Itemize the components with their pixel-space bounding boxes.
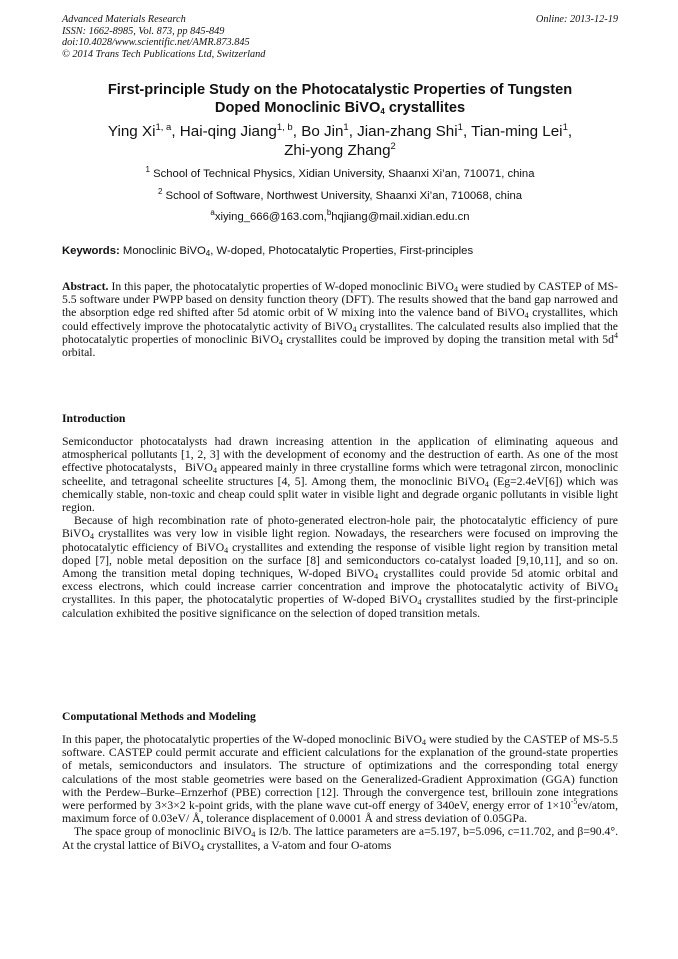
journal-copyright: © 2014 Trans Tech Publications Ltd, Switzerland bbox=[62, 48, 266, 60]
online-date: Online: 2013-12-19 bbox=[535, 14, 618, 25]
keywords: Keywords: Monoclinic BiVO$_4$, W-doped, Photocatalytic Properties, First-principles bbox=[62, 245, 474, 258]
methods-body bbox=[62, 733, 618, 852]
paragraph: In this paper, the photocatalytic properties of the W-doped monoclinic BiVO$_4$ were studied by the CASTEP of MS-5.5 software. CASTEP could permit accurate and efficient calculations for the explanation of the ground-state properties of metals, semiconductors and insulators. The structure of optimizations and the corresponding total energy calculations of the most stable geometries were based on the Generalized-Gradient Approximation (GGA) function with the Perdew–Burke–Ernzerhof (PBE) correction [12]. Through the convergence test, brillouin zone integrations were performed by 3×3×2 k-point grids, with the plane wave cut-off energy of 340eV, energy error of $1\times 10^{-5}ev$/atom, maximum force of 0.03eV/ Å, tolerance displacement of 0.0001 Å and stress deviation of 0.05GPa. bbox=[62, 733, 618, 826]
journal-doi: doi:10.4028/www.scientific.net/AMR.873.845 bbox=[62, 37, 250, 49]
title-line-2: Doped Monoclinic BiVO$_4$ crystallites bbox=[214, 99, 466, 116]
author: Hai-qing Jiang bbox=[179, 123, 277, 140]
author: Tian-ming Lei bbox=[471, 123, 563, 140]
affiliation-1: $^1$ School of Technical Physics, Xidian University, Shaanxi Xi’an, 710071, china bbox=[145, 165, 535, 180]
title-line-1: First-principle Study on the Photocatalystic Properties of Tungsten bbox=[107, 82, 573, 98]
email-link[interactable]: xiying_666@163.com, bbox=[214, 211, 327, 223]
abstract: Abstract. In this paper, the photocatalytic properties of W-doped monoclinic BiVO$_4$ were studied by CASTEP of MS-5.5 software under PWPP based on density function theory (DFT). The results showed that the band gap narrowed and the absorption edge red shifted after 5d atomic orbit of W mixing into the valence band of BiVO$_4$ crystallites, which could effectively improve the photocatalytic activity of BiVO$_4$ crystallites. The calculated results also implied that the photocatalytic properties of monoclinic BiVO$_4$ crystallites could be improved by doping the transition metal with $5d^4$ orbital. bbox=[62, 280, 618, 360]
author: Bo Jin bbox=[301, 123, 344, 140]
section-heading-methods: Computational Methods and Modeling bbox=[62, 710, 256, 723]
abstract-label: Abstract. bbox=[62, 280, 109, 293]
email-link[interactable]: hqjiang@mail.xidian.edu.cn bbox=[331, 211, 470, 223]
paragraph: The space group of monoclinic BiVO$_4$ is I2/b. The lattice parameters are a=5.197, b=5.096, c=11.702, and β=90.4°. At the crystal lattice of BiVO$_4$ crystallites, a V-atom and four O-atoms bbox=[62, 825, 618, 853]
paragraph: Semiconductor photocatalysts had drawn increasing attention in the application of eliminating aqueous and atmospherical pollutants [1, 2, 3] with the development of economy and the destruction of earth. As one of the most effective photocatalysts，BiVO$_4$ appeared mainly in three crystalline forms which were tetragonal zircon, monoclinic scheelite, and tetragonal scheelite structures [4, 5]. Among them, the monoclinic BiVO$_4$ (Eg=2.4eV[6]) which was chemically stable, non-toxic and cheap could split water in visible light and degrade organic pollutants in visible light region. bbox=[62, 435, 619, 515]
journal-issn: ISSN: 1662-8985, Vol. 873, pp 845-849 bbox=[62, 25, 225, 37]
author: Jian-zhang Shi bbox=[357, 123, 458, 140]
paper-title bbox=[62, 82, 618, 117]
paragraph: Because of high recombination rate of photo-generated electron-hole pair, the photocatalytic efficiency of pure BiVO$_4$ crystallites was very low in visible light region. Nowadays, the researchers were focused on improving the photocatalytic efficiency of BiVO$_4$ crystallites and extending the response of visible light region by transition metal doped [7], noble metal deposition on the surface [8] and semiconductors co-catalyst loaded [9,10,11], and so on. Among the transition metal doping techniques, W-doped BiVO$_4$ crystallites could provide 5d atomic orbital and excess electrons, which could increase carrier concentration and improve the photocatalytic activity of BiVO$_4$ crystallites. In this paper, the photocatalytic properties of W-doped BiVO$_4$ crystallites studied by the first-principle calculation exhibited the positive significance on the selection of doped transition metals. bbox=[62, 514, 619, 620]
author: Zhi-yong Zhang bbox=[284, 141, 391, 159]
author-emails: $^a$xiying_666@163.com,$^b$hqjiang@mail.xidian.edu.cn bbox=[210, 208, 470, 223]
journal-name: Advanced Materials Research bbox=[62, 14, 186, 25]
affiliation-2: $^2$ School of Software, Northwest University, Shaanxi Xi’an, 710068, china bbox=[157, 187, 523, 202]
author: Ying Xi bbox=[107, 123, 156, 140]
keywords-label: Keywords: bbox=[62, 245, 120, 257]
author-list: Ying Xi$^{1, a}$, Hai-qing Jiang$^{1, b}$, Bo Jin$^1$, Jian-zhang Shi$^1$, Tian-ming Lei$^1$, Zhi-yong Zhang$^2$ bbox=[107, 121, 573, 159]
journal-header bbox=[62, 14, 618, 60]
introduction-body bbox=[62, 435, 618, 620]
section-heading-introduction: Introduction bbox=[62, 412, 126, 425]
